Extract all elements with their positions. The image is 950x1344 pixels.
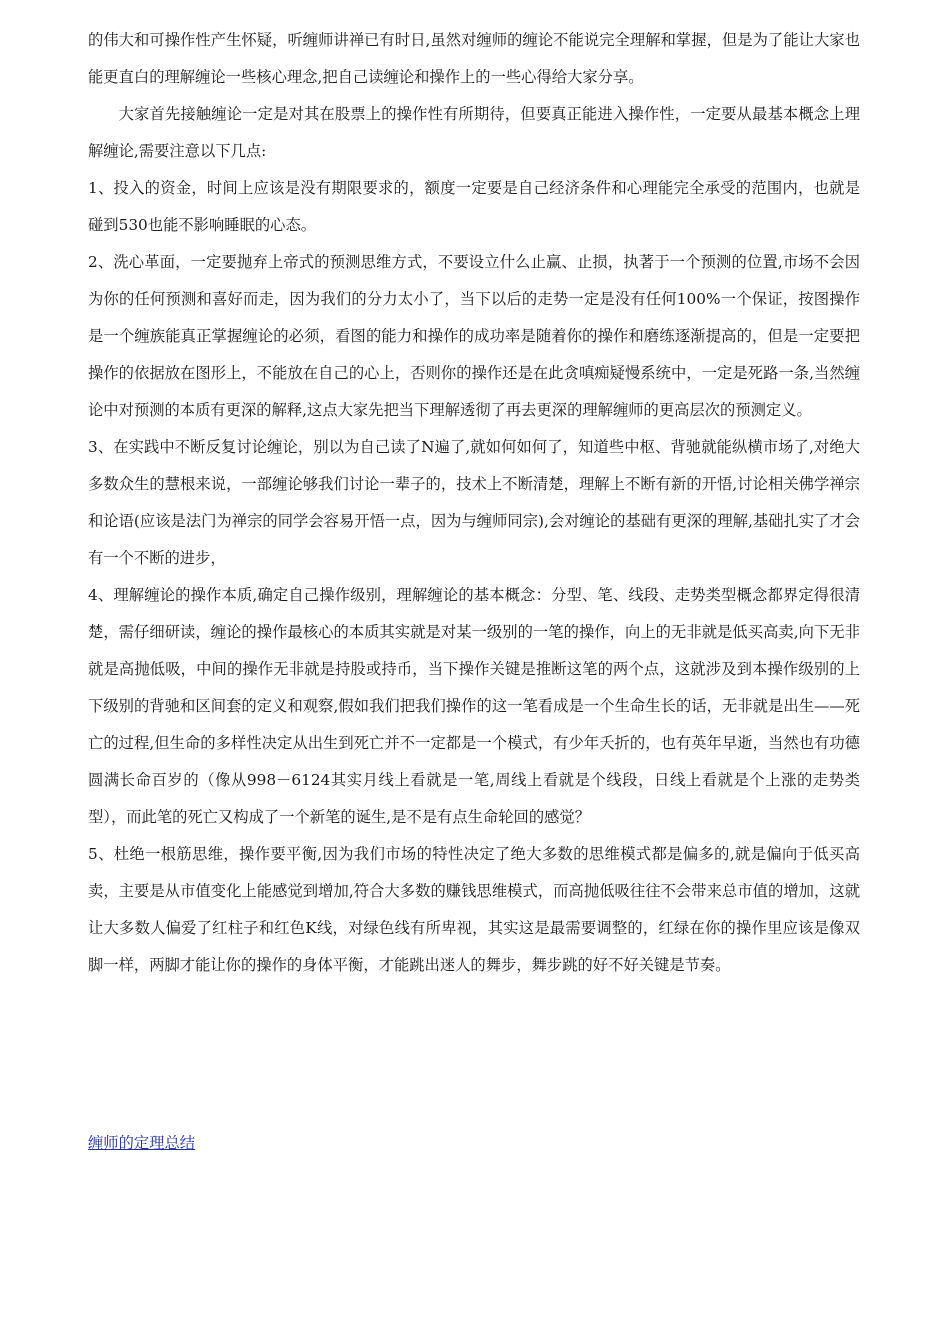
paragraph-point-2: 2、洗心革面，一定要抛弃上帝式的预测思维方式，不要设立什么止赢、止损，执著于一个预测的位置,市场不会因为你的任何预测和喜好而走，因为我们的分力太小了，当下以后的走势一定是没有任何100%一个保证，按图操作是一个缠族能真正掌握缠论的必须，看图的能力和操作的成功率是随着你的操作和磨练逐渐提高的，但是一定要把操作的依据放在图形上，不能放在自己的心上，否则你的操作还是在此贪嗔痴疑慢系统中，一定是死路一条,当然缠论中对预测的本质有更深的解释,这点大家先把当下理解透彻了再去更深的理解缠师的更高层次的预测定义。 <box>88 253 860 419</box>
paragraph-point-5: 5、杜绝一根筋思维，操作要平衡,因为我们市场的特性决定了绝大多数的思维模式都是偏多的,就是偏向于低买高卖，主要是从市值变化上能感觉到增加,符合大多数的赚钱思维模式，而高抛低吸往往不会带来总市值的增加，这就让大多数人偏爱了红柱子和红色K线，对绿色线有所卑视，其实这是最需要调整的，红绿在你的操作里应该是像双脚一样，两脚才能让你的操作的身体平衡，才能跳出迷人的舞步，舞步跳的好不好关键是节奏。 <box>88 845 860 974</box>
theorem-summary-link[interactable]: 缠师的定理总结 <box>88 1134 196 1152</box>
paragraph-point-1: 1、投入的资金，时间上应该是没有期限要求的，额度一定要是自己经济条件和心理能完全承受的范围内，也就是碰到530也能不影响睡眠的心态。 <box>88 179 860 234</box>
paragraph-point-4: 4、理解缠论的操作本质,确定自己操作级别，理解缠论的基本概念：分型、笔、线段、走势类型概念都界定得很清楚，需仔细研读，缠论的操作最核心的本质其实就是对某一级别的一笔的操作，向上的无非就是低买高卖,向下无非就是高抛低吸，中间的操作无非就是持股或持币，当下操作关键是推断这笔的两个点，这就涉及到本操作级别的上下级别的背驰和区间套的定义和观察,假如我们把我们操作的这一笔看成是一个生命生长的话，无非就是出生——死亡的过程,但生命的多样性决定从出生到死亡并不一定都是一个模式，有少年夭折的，也有英年早逝，当然也有功德圆满长命百岁的（像从998－6124其实月线上看就是一笔,周线上看就是个线段，日线上看就是个上涨的走势类型），而此笔的死亡又构成了一个新笔的诞生,是不是有点生命轮回的感觉？ <box>88 586 860 826</box>
document-body <box>88 22 860 984</box>
paragraph-intro-continued: 的伟大和可操作性产生怀疑，听缠师讲禅已有时日,虽然对缠师的缠论不能说完全理解和掌握，但是为了能让大家也能更直白的理解缠论一些核心理念,把自己读缠论和操作上的一些心得给大家分享。 <box>88 31 860 86</box>
footer-link-block <box>88 1125 195 1162</box>
paragraph-intro-main: 大家首先接触缠论一定是对其在股票上的操作性有所期待，但要真正能进入操作性，一定要从最基本概念上理解缠论,需要注意以下几点: <box>88 105 860 160</box>
paragraph-point-3: 3、在实践中不断反复讨论缠论，别以为自己读了N遍了,就如何如何了，知道些中枢、背驰就能纵横市场了,对绝大多数众生的慧根来说，一部缠论够我们讨论一辈子的，技术上不断清楚，理解上不断有新的开悟,讨论相关佛学禅宗和论语(应该是法门为禅宗的同学会容易开悟一点，因为与缠师同宗),会对缠论的基础有更深的理解,基础扎实了才会有一个不断的进步， <box>88 438 860 567</box>
